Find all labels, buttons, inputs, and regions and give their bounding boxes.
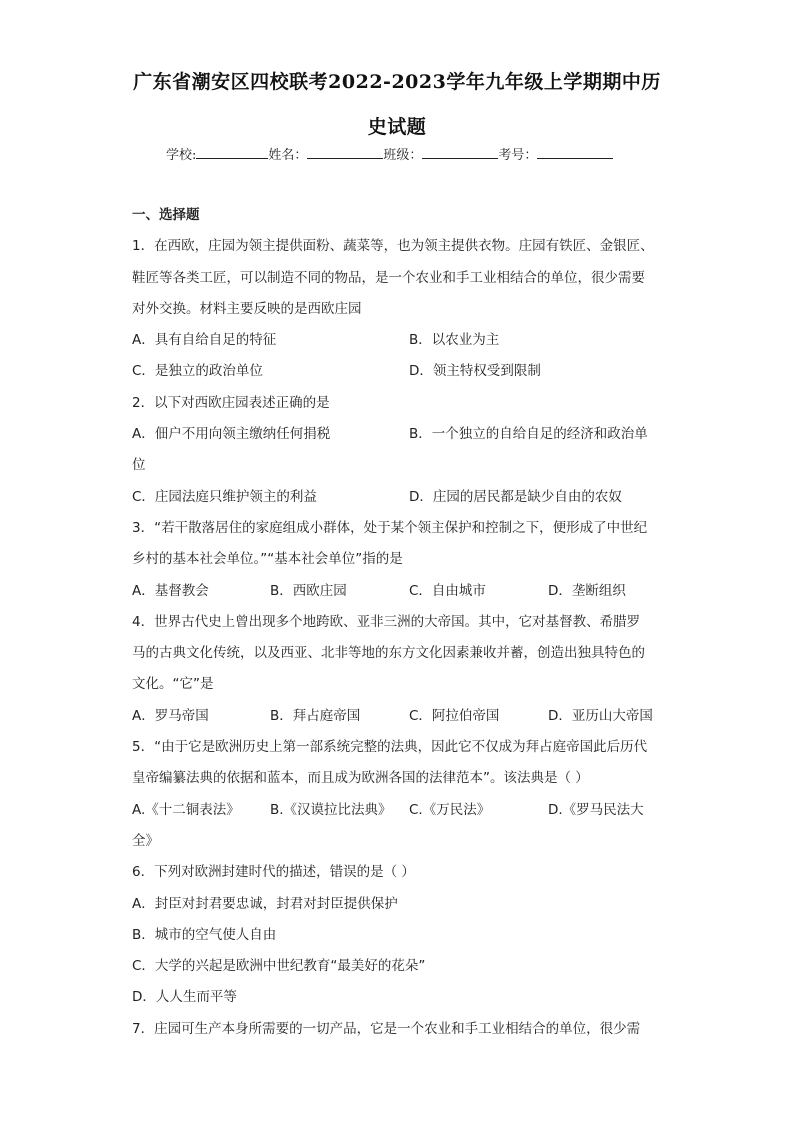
q5-option-d[interactable]: D.《罗马民法大 xyxy=(548,801,644,818)
q5-options-row xyxy=(132,795,664,826)
q5-option-c[interactable]: C.《万民法》 xyxy=(409,801,491,818)
q4-stem-line3: 文化。“它”是 xyxy=(132,676,214,693)
q2-option-b[interactable]: B．一个独立的自给自足的经济和政治单 xyxy=(409,426,648,443)
q3-option-c[interactable]: C．自由城市 xyxy=(409,582,486,599)
q5-option-b[interactable]: B.《汉谟拉比法典》 xyxy=(270,801,392,818)
q2-option-b-cont: 位 xyxy=(132,457,146,474)
q6-option-a[interactable]: A．封臣对封君要忠诚，封君对封臣提供保护 xyxy=(132,895,398,912)
q1-option-d[interactable]: D．领主特权受到限制 xyxy=(409,363,541,380)
q4-options-row xyxy=(132,701,664,732)
q3-option-d[interactable]: D．垄断组织 xyxy=(548,582,626,599)
exam-no-label: 考号： xyxy=(498,148,538,163)
q1-stem-line2: 鞋匠等各类工匠，可以制造不同的物品，是一个农业和手工业相结合的单位，很少需要 xyxy=(132,269,645,286)
q1-option-b[interactable]: B．以农业为主 xyxy=(409,332,500,349)
name-label: 姓名： xyxy=(268,148,308,163)
q2-options-row1 xyxy=(132,419,664,450)
q5-stem-line1: 5．“由于它是欧洲历史上第一部系统完整的法典，因此它不仅成为拜占庭帝国此后历代 xyxy=(132,739,648,756)
q4-option-d[interactable]: D．亚历山大帝国 xyxy=(548,707,653,724)
q2-option-d[interactable]: D．庄园的居民都是缺少自由的农奴 xyxy=(409,488,622,505)
q4-option-c[interactable]: C．阿拉伯帝国 xyxy=(409,707,500,724)
exam-title-line1: 广东省潮安区四校联考2022-2023学年九年级上学期期中历 xyxy=(133,71,661,93)
q6-option-d[interactable]: D．人人生而平等 xyxy=(132,989,237,1006)
q1-stem-line3: 对外交换。材料主要反映的是西欧庄园 xyxy=(132,300,362,317)
q4-option-a[interactable]: A．罗马帝国 xyxy=(132,707,209,724)
school-label: 学校: xyxy=(166,148,197,163)
exam-no-blank[interactable] xyxy=(537,146,613,159)
q6-option-c[interactable]: C．大学的兴起是欧洲中世纪教育“最美好的花朵” xyxy=(132,958,426,975)
q5-stem-line2: 皇帝编纂法典的依据和蓝本，而且成为欧洲各国的法律范本”。该法典是（ ） xyxy=(132,770,589,787)
name-blank[interactable] xyxy=(307,146,383,159)
q1-option-c[interactable]: C．是独立的政治单位 xyxy=(132,363,263,380)
q3-options-row xyxy=(132,576,664,607)
q7-stem-line1: 7．庄园可生产本身所需要的一切产品，它是一个农业和手工业相结合的单位，很少需 xyxy=(132,1020,641,1037)
q5-option-d-cont: 全》 xyxy=(132,832,159,849)
q2-option-c[interactable]: C．庄园法庭只维护领主的利益 xyxy=(132,488,317,505)
q2-options-row2 xyxy=(132,482,664,513)
q3-stem-line1: 3．“若干散落居住的家庭组成小群体，处于某个领主保护和控制之下，便形成了中世纪 xyxy=(132,519,648,536)
q1-option-a[interactable]: A．具有自给自足的特征 xyxy=(132,332,277,349)
class-label: 班级： xyxy=(383,148,423,163)
q4-stem-line2: 马的古典文化传统，以及西亚、北非等地的东方文化因素兼收并蓄，创造出独具特色的 xyxy=(132,645,645,662)
q1-stem-line1: 1．在西欧，庄园为领主提供面粉、蔬菜等，也为领主提供衣物。庄园有铁匠、金银匠、 xyxy=(132,238,654,255)
q3-stem-line2: 乡村的基本社会单位。”“基本社会单位”指的是 xyxy=(132,551,403,568)
school-blank[interactable] xyxy=(196,146,268,159)
q2-option-a[interactable]: A．佃户不用向领主缴纳任何捐税 xyxy=(132,426,331,443)
q1-options-row2 xyxy=(132,356,664,387)
q6-stem: 6．下列对欧洲封建时代的描述，错误的是（ ） xyxy=(132,864,415,881)
exam-title-line2: 史试题 xyxy=(367,116,427,138)
q2-stem: 2．以下对西欧庄园表述正确的是 xyxy=(132,394,330,411)
q3-option-a[interactable]: A．基督教会 xyxy=(132,582,209,599)
q3-option-b[interactable]: B．西欧庄园 xyxy=(270,582,347,599)
q6-option-b[interactable]: B．城市的空气使人自由 xyxy=(132,926,277,943)
section-heading: 一、选择题 xyxy=(132,207,200,223)
student-info-line xyxy=(166,144,613,163)
q4-option-b[interactable]: B．拜占庭帝国 xyxy=(270,707,361,724)
class-blank[interactable] xyxy=(422,146,498,159)
q4-stem-line1: 4．世界古代史上曾出现多个地跨欧、亚非三洲的大帝国。其中，它对基督教、希腊罗 xyxy=(132,613,641,630)
question-body xyxy=(132,200,664,1045)
q5-option-a[interactable]: A.《十二铜表法》 xyxy=(132,801,240,818)
q1-options-row1 xyxy=(132,325,664,356)
